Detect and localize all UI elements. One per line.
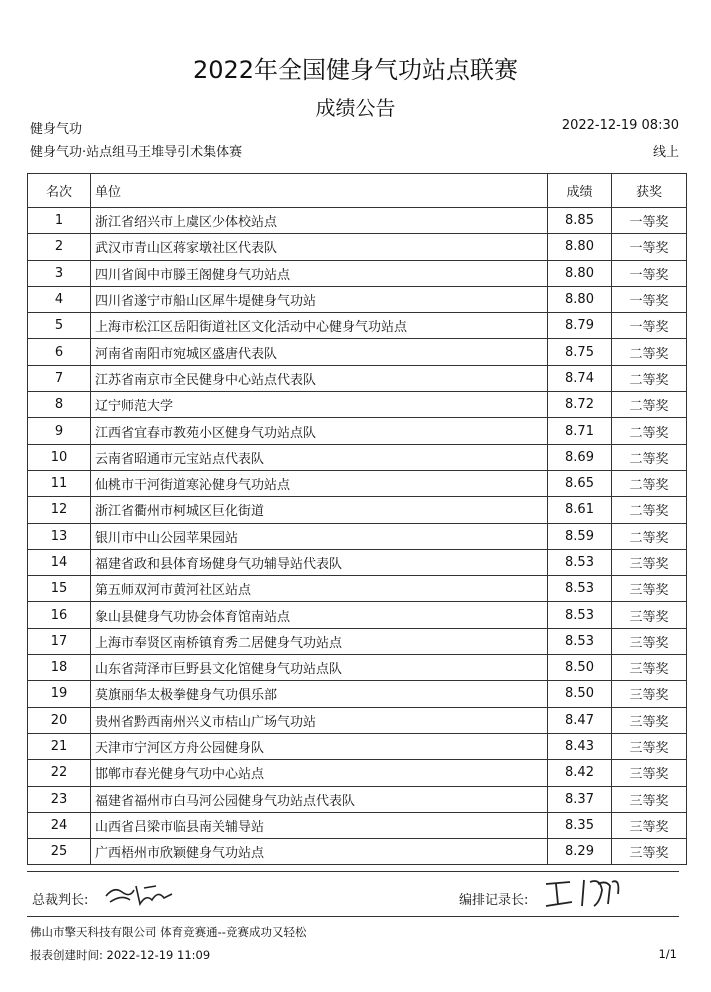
cell-unit: 象山县健身气功协会体育馆南站点	[91, 602, 548, 628]
table-row	[28, 208, 687, 234]
footer-page-number: 1/1	[658, 947, 677, 961]
cell-score: 8.85	[548, 208, 612, 234]
table-row	[28, 576, 687, 602]
cell-unit: 武汉市青山区蒋家墩社区代表队	[91, 234, 548, 260]
cell-rank: 24	[28, 812, 91, 838]
cell-score: 8.79	[548, 313, 612, 339]
cell-rank: 17	[28, 628, 91, 654]
cell-score: 8.72	[548, 392, 612, 418]
cell-award: 二等奖	[612, 339, 687, 365]
cell-score: 8.42	[548, 760, 612, 786]
cell-award: 三等奖	[612, 733, 687, 759]
cell-award: 三等奖	[612, 655, 687, 681]
cell-award: 三等奖	[612, 628, 687, 654]
cell-award: 二等奖	[612, 418, 687, 444]
table-row	[28, 444, 687, 470]
cell-rank: 9	[28, 418, 91, 444]
cell-rank: 6	[28, 339, 91, 365]
cell-award: 三等奖	[612, 602, 687, 628]
cell-rank: 22	[28, 760, 91, 786]
col-header-unit: 单位	[91, 174, 548, 208]
cell-unit: 山西省吕梁市临县南关辅导站	[91, 812, 548, 838]
table-row	[28, 286, 687, 312]
cell-award: 一等奖	[612, 313, 687, 339]
divider-bottom	[27, 916, 679, 917]
cell-score: 8.53	[548, 628, 612, 654]
cell-score: 8.80	[548, 234, 612, 260]
table-header-row	[28, 174, 687, 208]
table-row	[28, 839, 687, 865]
cell-score: 8.29	[548, 839, 612, 865]
cell-score: 8.59	[548, 523, 612, 549]
cell-score: 8.53	[548, 602, 612, 628]
recorder-signature	[540, 872, 630, 912]
cell-award: 二等奖	[612, 392, 687, 418]
cell-unit: 上海市松江区岳阳街道社区文化活动中心健身气功站点	[91, 313, 548, 339]
cell-unit: 广西梧州市欣颖健身气功站点	[91, 839, 548, 865]
cell-rank: 21	[28, 733, 91, 759]
cell-score: 8.53	[548, 549, 612, 575]
cell-rank: 10	[28, 444, 91, 470]
cell-rank: 13	[28, 523, 91, 549]
cell-unit: 莫旗丽华太极拳健身气功俱乐部	[91, 681, 548, 707]
cell-unit: 辽宁师范大学	[91, 392, 548, 418]
cell-rank: 2	[28, 234, 91, 260]
cell-award: 二等奖	[612, 523, 687, 549]
cell-rank: 3	[28, 260, 91, 286]
table-row	[28, 707, 687, 733]
table-row	[28, 392, 687, 418]
cell-rank: 8	[28, 392, 91, 418]
footer-created-time: 报表创建时间: 2022-12-19 11:09	[30, 948, 211, 962]
cell-rank: 1	[28, 208, 91, 234]
cell-rank: 5	[28, 313, 91, 339]
cell-award: 三等奖	[612, 681, 687, 707]
cell-award: 二等奖	[612, 365, 687, 391]
table-row	[28, 655, 687, 681]
results-table	[27, 173, 687, 865]
footer-company: 佛山市擎天科技有限公司 体育竞赛通--竞赛成功又轻松	[30, 925, 307, 939]
cell-rank: 4	[28, 286, 91, 312]
cell-unit: 银川市中山公园苹果园站	[91, 523, 548, 549]
table-row	[28, 497, 687, 523]
cell-rank: 19	[28, 681, 91, 707]
cell-unit: 邯郸市春光健身气功中心站点	[91, 760, 548, 786]
cell-unit: 仙桃市干河街道寒沁健身气功站点	[91, 470, 548, 496]
cell-score: 8.50	[548, 681, 612, 707]
cell-award: 三等奖	[612, 707, 687, 733]
cell-award: 三等奖	[612, 760, 687, 786]
cell-rank: 14	[28, 549, 91, 575]
cell-score: 8.37	[548, 786, 612, 812]
cell-rank: 11	[28, 470, 91, 496]
cell-unit: 上海市奉贤区南桥镇育秀二居健身气功站点	[91, 628, 548, 654]
cell-unit: 天津市宁河区方舟公园健身队	[91, 733, 548, 759]
page-subtitle: 成绩公告	[315, 96, 396, 120]
cell-award: 一等奖	[612, 208, 687, 234]
cell-score: 8.65	[548, 470, 612, 496]
cell-unit: 四川省遂宁市船山区犀牛堤健身气功站	[91, 286, 548, 312]
cell-award: 一等奖	[612, 286, 687, 312]
cell-score: 8.47	[548, 707, 612, 733]
table-row	[28, 733, 687, 759]
cell-award: 一等奖	[612, 260, 687, 286]
col-header-rank: 名次	[28, 174, 91, 208]
cell-score: 8.69	[548, 444, 612, 470]
mode-label: 线上	[652, 145, 679, 160]
cell-score: 8.53	[548, 576, 612, 602]
cell-award: 三等奖	[612, 576, 687, 602]
table-row	[28, 365, 687, 391]
cell-award: 一等奖	[612, 234, 687, 260]
chief-judge-label: 总裁判长:	[32, 893, 89, 908]
recorder-label: 编排记录长:	[459, 893, 529, 908]
cell-rank: 25	[28, 839, 91, 865]
cell-rank: 20	[28, 707, 91, 733]
table-row	[28, 339, 687, 365]
cell-unit: 四川省阆中市滕王阁健身气功站点	[91, 260, 548, 286]
chief-judge-signature	[100, 876, 180, 910]
cell-score: 8.80	[548, 260, 612, 286]
datetime-label: 2022-12-19 08:30	[561, 118, 679, 133]
table-row	[28, 602, 687, 628]
cell-award: 三等奖	[612, 812, 687, 838]
table-row	[28, 470, 687, 496]
cell-unit: 江西省宜春市教苑小区健身气功站点队	[91, 418, 548, 444]
cell-unit: 云南省昭通市元宝站点代表队	[91, 444, 548, 470]
cell-score: 8.71	[548, 418, 612, 444]
cell-unit: 第五师双河市黄河社区站点	[91, 576, 548, 602]
cell-unit: 浙江省绍兴市上虞区少体校站点	[91, 208, 548, 234]
category-label: 健身气功	[30, 122, 83, 137]
cell-unit: 河南省南阳市宛城区盛唐代表队	[91, 339, 548, 365]
table-row	[28, 549, 687, 575]
cell-unit: 浙江省衢州市柯城区巨化街道	[91, 497, 548, 523]
cell-score: 8.74	[548, 365, 612, 391]
cell-rank: 7	[28, 365, 91, 391]
col-header-score: 成绩	[548, 174, 612, 208]
cell-award: 三等奖	[612, 839, 687, 865]
cell-score: 8.75	[548, 339, 612, 365]
cell-award: 二等奖	[612, 497, 687, 523]
cell-score: 8.61	[548, 497, 612, 523]
cell-award: 三等奖	[612, 549, 687, 575]
cell-unit: 山东省菏泽市巨野县文化馆健身气功站点队	[91, 655, 548, 681]
table-row	[28, 681, 687, 707]
cell-rank: 16	[28, 602, 91, 628]
cell-score: 8.80	[548, 286, 612, 312]
cell-rank: 12	[28, 497, 91, 523]
table-row	[28, 760, 687, 786]
cell-score: 8.35	[548, 812, 612, 838]
cell-award: 二等奖	[612, 444, 687, 470]
table-row	[28, 234, 687, 260]
table-row	[28, 418, 687, 444]
cell-rank: 15	[28, 576, 91, 602]
cell-unit: 贵州省黔西南州兴义市桔山广场气功站	[91, 707, 548, 733]
cell-score: 8.50	[548, 655, 612, 681]
cell-unit: 福建省福州市白马河公园健身气功站点代表队	[91, 786, 548, 812]
event-label: 健身气功·站点组马王堆导引术集体赛	[30, 145, 243, 160]
table-row	[28, 260, 687, 286]
cell-unit: 福建省政和县体育场健身气功辅导站代表队	[91, 549, 548, 575]
table-row	[28, 313, 687, 339]
cell-rank: 18	[28, 655, 91, 681]
table-row	[28, 628, 687, 654]
cell-award: 三等奖	[612, 786, 687, 812]
cell-score: 8.43	[548, 733, 612, 759]
cell-unit: 江苏省南京市全民健身中心站点代表队	[91, 365, 548, 391]
table-row	[28, 523, 687, 549]
col-header-award: 获奖	[612, 174, 687, 208]
cell-rank: 23	[28, 786, 91, 812]
table-row	[28, 786, 687, 812]
cell-award: 二等奖	[612, 470, 687, 496]
table-row	[28, 812, 687, 838]
page-title: 2022年全国健身气功站点联赛	[192, 56, 519, 84]
